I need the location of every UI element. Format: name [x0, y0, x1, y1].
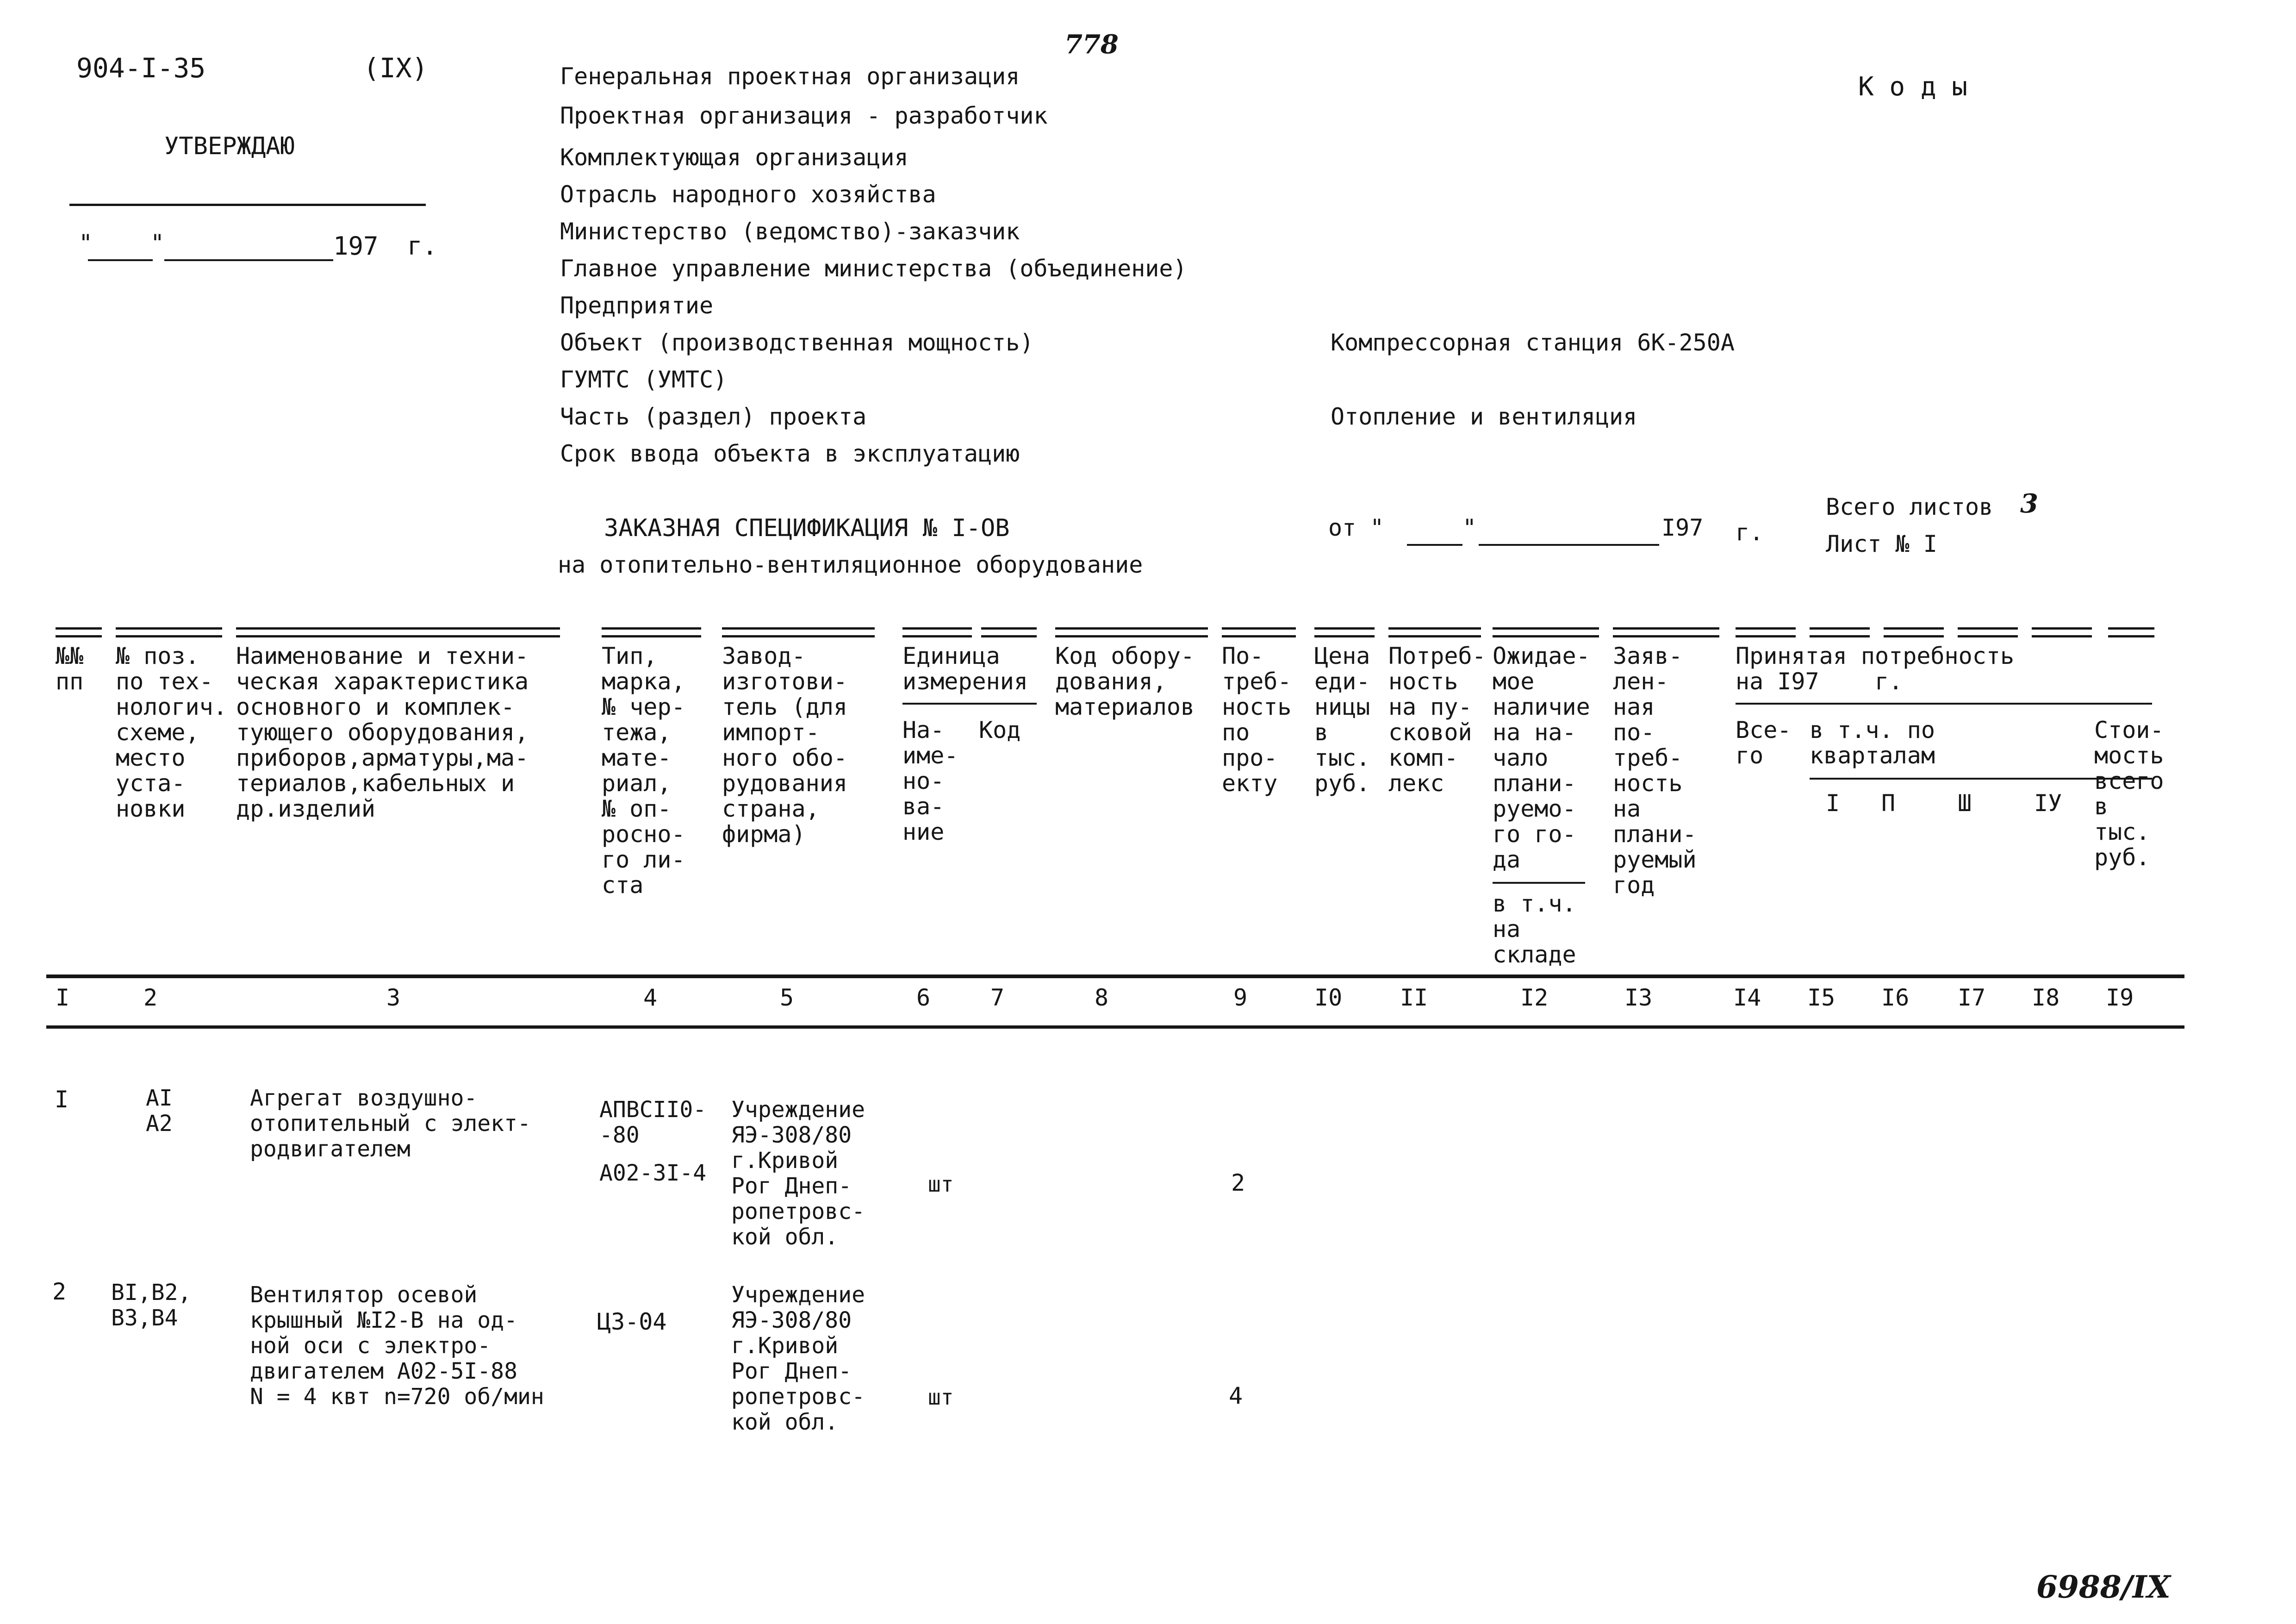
header-accepted-divider	[1736, 703, 2152, 705]
header-col-1: №№ пп	[56, 643, 84, 695]
header-col-4: Тип, марка, № чер- тежа, мате- риал, № оп- росно- го ли- ста	[602, 643, 685, 899]
spec-title: ЗАКАЗНАЯ СПЕЦИФИКАЦИЯ № I-ОВ	[604, 514, 1010, 542]
org-label: Генеральная проектная организация	[560, 63, 1020, 90]
header-col-6: На- име- но- ва- ние	[902, 717, 958, 845]
org-label: Министерство (ведомство)-заказчик	[560, 218, 1020, 245]
col-number: 9	[1233, 984, 1248, 1011]
row-name: Агрегат воздушно- отопительный с элект- родвигателем	[250, 1085, 531, 1162]
col-number: I	[56, 984, 70, 1011]
spec-date-year: I97	[1661, 514, 1704, 541]
header-unit-divider	[902, 703, 1037, 705]
spec-subtitle: на отопительно-вентиляционное оборудование	[558, 551, 1143, 578]
row-position: АI А2	[146, 1085, 173, 1137]
spec-date-month-line	[1479, 544, 1659, 546]
col-number: I2	[1520, 984, 1549, 1011]
row-type: АПВСII0- -80	[599, 1097, 707, 1148]
sheets-total-label: Всего листов	[1826, 493, 1993, 520]
header-col-2: № поз. по тех- нологич. схеме, место уста- новки	[116, 643, 227, 822]
row-number: I	[55, 1086, 69, 1113]
part-value: Отопление и вентиляция	[1331, 403, 1637, 430]
header-q2: П	[1881, 790, 1896, 817]
spec-date-suffix: г.	[1736, 519, 1764, 546]
org-label: Комплектующая организация	[560, 144, 908, 171]
date-year: 197	[333, 231, 379, 261]
col-number: I5	[1807, 984, 1836, 1011]
org-label: Часть (раздел) проекта	[560, 403, 867, 430]
header-col-8: Код обору- дования, материалов	[1055, 643, 1195, 720]
header-col-5: Завод- изготови- тель (для импорт- ного обо- рудования страна, фирма)	[722, 643, 847, 848]
header-q3: Ш	[1958, 790, 1972, 817]
header-col-9: По- треб- ность по про- екту	[1222, 643, 1292, 797]
header-col-12: Ожидае- мое наличие на на- чало плани- руемо- го го- да	[1493, 643, 1590, 873]
org-label: Проектная организация - разработчик	[560, 102, 1048, 129]
col-number: 4	[643, 984, 658, 1011]
col-number: I3	[1624, 984, 1653, 1011]
header-col-3: Наименование и техни- ческая характеристика основного и комплек- тующего оборудования, приборов,арматуры,ма- териалов,кабельных и др.изделий	[236, 643, 529, 822]
spec-date-mid: "	[1462, 514, 1477, 541]
row-quantity: 4	[1229, 1382, 1243, 1409]
col-number: 6	[916, 984, 931, 1011]
row-unit: шт	[928, 1172, 954, 1197]
date-quote-open: "	[79, 230, 93, 256]
codes-title: К о д ы	[1858, 72, 1968, 102]
row-unit: шт	[928, 1385, 954, 1410]
approve-stamp: УТВЕРЖДАЮ	[164, 132, 295, 160]
date-month-line	[164, 259, 333, 261]
header-accepted: Принятая потребность на I97 г.	[1736, 643, 2015, 695]
row-type: ЦЗ-04	[597, 1308, 667, 1335]
object-value: Компрессорная станция 6К-250А	[1331, 329, 1735, 356]
album-number: (IX)	[363, 52, 428, 84]
col-number: I6	[1881, 984, 1910, 1011]
date-day-line	[88, 259, 153, 261]
header-col-12-stock: в т.ч. на складе	[1493, 890, 1576, 968]
org-label: ГУМТС (УМТС)	[560, 366, 728, 393]
header-quarters: в т.ч. по кварталам	[1810, 717, 1935, 769]
spec-date-day-line	[1407, 544, 1462, 546]
row-name: Вентилятор осевой крышный №I2-В на од- ной оси с электро- двигателем А02-5I-88 N = 4 квт n=720 об/мин	[250, 1282, 544, 1410]
header-col-7: Код	[979, 717, 1021, 743]
header-col-11: Потреб- ность на пу- сковой комп- лекс	[1388, 643, 1486, 797]
date-suffix: г.	[407, 231, 438, 261]
col-number: II	[1400, 984, 1428, 1011]
org-label: Отрасль народного хозяйства	[560, 181, 936, 208]
col-number: I0	[1314, 984, 1343, 1011]
col-number: 3	[386, 984, 401, 1011]
org-label: Главное управление министерства (объединение)	[560, 255, 1187, 282]
doc-code: 904-I-35	[76, 52, 206, 84]
row-number: 2	[52, 1278, 67, 1305]
spec-date-prefix: от "	[1328, 514, 1384, 541]
header-stock-divider	[1493, 882, 1585, 884]
col-number: I7	[1958, 984, 1986, 1011]
row-manufacturer: Учреждение ЯЭ-308/80 г.Кривой Рог Днеп- ропетровс- кой обл.	[731, 1282, 865, 1435]
org-label: Предприятие	[560, 292, 714, 319]
header-bottom-rule	[46, 974, 2184, 978]
col-number: 2	[143, 984, 158, 1011]
col-number: I4	[1733, 984, 1761, 1011]
date-quote-close: "	[150, 230, 165, 256]
col-number: 7	[990, 984, 1005, 1011]
header-q1: I	[1826, 790, 1840, 817]
header-col-14: Все- го	[1736, 717, 1792, 769]
col-number: 8	[1095, 984, 1109, 1011]
handwritten-archive-number: 6988/IX	[2036, 1569, 2171, 1605]
org-label: Срок ввода объекта в эксплуатацию	[560, 440, 1020, 467]
signature-line	[69, 204, 426, 206]
header-q4: IУ	[2034, 790, 2062, 817]
column-numbers-rule	[46, 1025, 2184, 1029]
col-number: I9	[2106, 984, 2134, 1011]
row-position: ВI,В2, В3,В4	[111, 1280, 192, 1331]
header-col-6-7: Единица измерения	[902, 643, 1028, 695]
sheets-total-value: 3	[2020, 488, 2038, 519]
sheet-number: Лист № I	[1826, 531, 1937, 557]
col-number: 5	[780, 984, 794, 1011]
handwritten-page-number: 778	[1064, 29, 1119, 60]
header-col-10: Цена еди- ницы в тыс. руб.	[1314, 643, 1370, 797]
row-manufacturer: Учреждение ЯЭ-308/80 г.Кривой Рог Днеп- ропетровс- кой обл.	[731, 1097, 865, 1250]
col-number: I8	[2032, 984, 2060, 1011]
header-col-19: Стои- мость всего в тыс. руб.	[2094, 717, 2164, 871]
row-type-motor: А02-3I-4	[599, 1160, 707, 1186]
org-label: Объект (производственная мощность)	[560, 329, 1034, 356]
header-col-13: Заяв- лен- ная по- треб- ность на плани- руемый год	[1613, 643, 1697, 899]
row-quantity: 2	[1231, 1169, 1245, 1196]
